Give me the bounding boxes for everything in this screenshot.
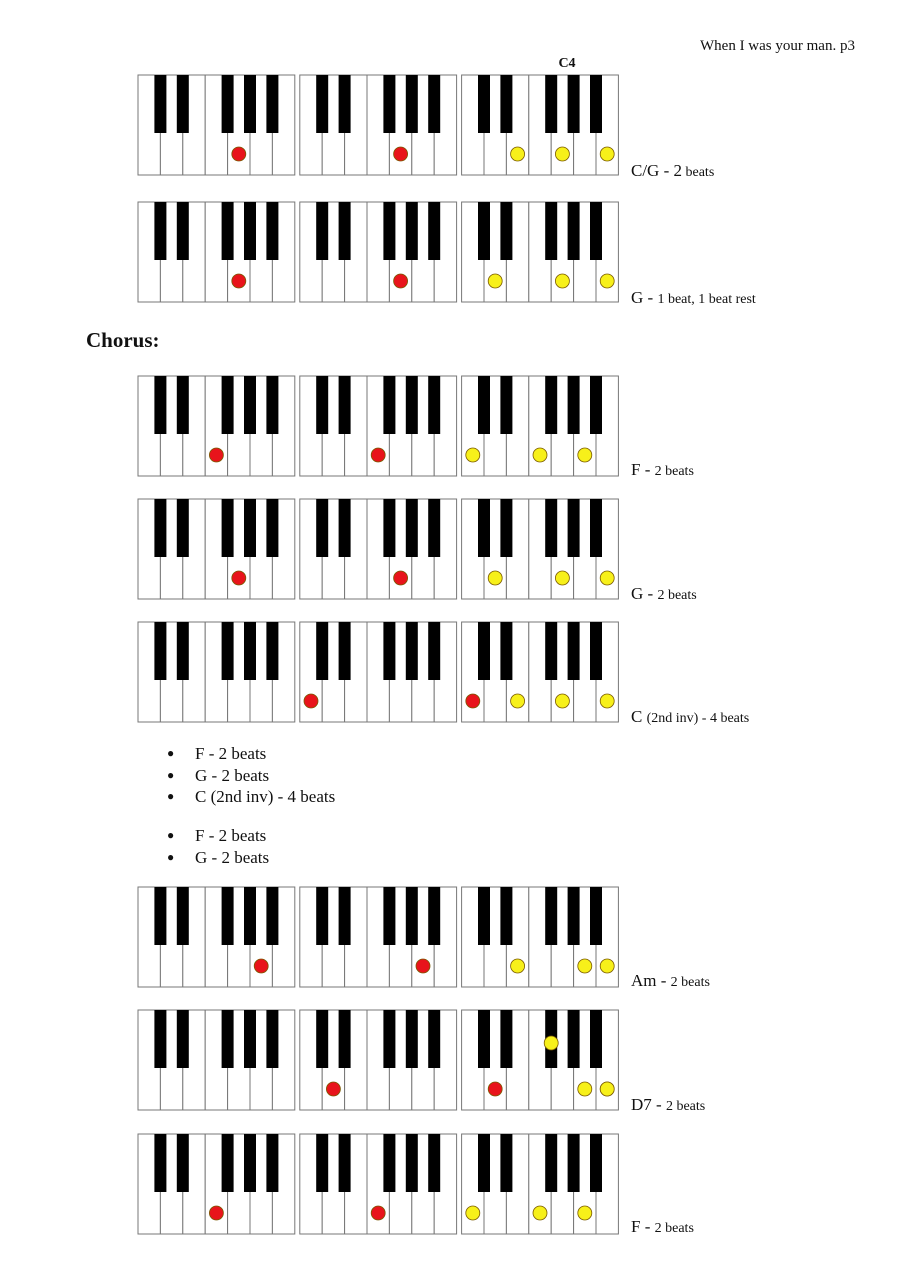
left-hand-note-F1 [209, 1206, 223, 1220]
black-key-A#1 [266, 75, 278, 133]
chord-name: Am - [631, 971, 671, 990]
chord-beats-number: 2 [673, 161, 682, 180]
black-key-F#3 [545, 887, 557, 945]
chord-list-1 [167, 743, 335, 808]
black-key-C#2 [316, 202, 328, 260]
right-hand-note-B3 [600, 274, 614, 288]
black-key-G#3 [568, 1010, 580, 1068]
black-key-C#3 [478, 202, 490, 260]
black-key-D#3 [500, 1010, 512, 1068]
chord-beats: 1 beat, 1 beat rest [657, 292, 756, 307]
black-key-F#2 [383, 202, 395, 260]
black-key-F#3 [545, 376, 557, 434]
black-key-F#2 [383, 75, 395, 133]
black-key-F#2 [383, 376, 395, 434]
black-key-F#2 [383, 622, 395, 680]
chord-label [631, 1217, 694, 1237]
right-hand-note-C3 [466, 1206, 480, 1220]
black-key-D#1 [177, 1134, 189, 1192]
right-hand-note-E3 [511, 959, 525, 973]
black-key-C#1 [154, 202, 166, 260]
chord-label [631, 288, 756, 308]
bullet-icon: ● [167, 746, 175, 760]
black-key-D#2 [339, 1010, 351, 1068]
black-key-F#1 [222, 622, 234, 680]
piano-keyboard [137, 1133, 621, 1235]
black-key-C#3 [478, 887, 490, 945]
chord-beats: 2 beats [654, 1221, 694, 1236]
chord-name: F - [631, 1217, 655, 1236]
piano-keyboard [137, 1009, 621, 1111]
black-key-G#3 [568, 622, 580, 680]
black-key-G#2 [406, 1134, 418, 1192]
black-key-D#1 [177, 376, 189, 434]
black-key-D#3 [500, 202, 512, 260]
black-key-C#2 [316, 376, 328, 434]
black-key-A#1 [266, 887, 278, 945]
black-key-D#2 [339, 202, 351, 260]
right-hand-note-F3 [533, 448, 547, 462]
keyboard-diagram-1 [137, 74, 715, 180]
list-item-text: F - 2 beats [195, 826, 267, 845]
black-key-D#3 [500, 75, 512, 133]
right-hand-note-A3 [578, 448, 592, 462]
black-key-A#3 [590, 622, 602, 680]
black-key-G#2 [406, 622, 418, 680]
black-key-C#1 [154, 887, 166, 945]
black-key-F#1 [222, 887, 234, 945]
left-hand-note-G1 [232, 147, 246, 161]
bullet-icon: ● [167, 789, 175, 803]
chord-label [631, 161, 714, 181]
chord-name: G - [631, 584, 658, 603]
black-key-D#2 [339, 376, 351, 434]
black-key-F#3 [545, 202, 557, 260]
keyboard-diagram-3 [137, 375, 694, 479]
black-key-G#1 [244, 1134, 256, 1192]
black-key-D#2 [339, 622, 351, 680]
black-key-G#3 [568, 376, 580, 434]
black-key-A#2 [428, 75, 440, 133]
black-key-C#2 [316, 499, 328, 557]
black-key-F#2 [383, 1010, 395, 1068]
black-key-F#1 [222, 376, 234, 434]
black-key-A#2 [428, 376, 440, 434]
right-hand-note-A3 [578, 1206, 592, 1220]
chord-beats: 2 beats [665, 1099, 706, 1114]
black-key-C#1 [154, 499, 166, 557]
black-key-G#2 [406, 376, 418, 434]
black-key-D#1 [177, 202, 189, 260]
black-key-C#3 [478, 1010, 490, 1068]
keyboard-diagram-2 [137, 201, 756, 307]
left-hand-note-D3 [488, 1082, 502, 1096]
black-key-C#3 [478, 622, 490, 680]
right-hand-note-A3 [578, 1082, 592, 1096]
bullet-icon: ● [167, 828, 175, 842]
black-key-D#3 [500, 887, 512, 945]
right-hand-note-G3 [555, 274, 569, 288]
black-key-D#3 [500, 376, 512, 434]
c4-marker-label: C4 [558, 56, 576, 71]
black-key-F#3 [545, 75, 557, 133]
chord-beats: (2nd inv) - 4 beats [646, 711, 750, 726]
left-hand-note-G2 [394, 571, 408, 585]
right-hand-note-C4 [600, 959, 614, 973]
black-key-C#2 [316, 1134, 328, 1192]
list-item [167, 786, 335, 808]
black-key-A#2 [428, 499, 440, 557]
keyboard-diagram-7 [137, 1009, 706, 1114]
black-key-F#3 [545, 1134, 557, 1192]
black-key-D#3 [500, 499, 512, 557]
piano-keyboard [137, 886, 621, 988]
black-key-A#3 [590, 376, 602, 434]
black-key-G#2 [406, 887, 418, 945]
keyboard-diagram-5 [137, 621, 750, 726]
right-hand-note-C3 [466, 448, 480, 462]
black-key-D#1 [177, 499, 189, 557]
black-key-A#2 [428, 202, 440, 260]
chord-label [631, 1095, 705, 1115]
black-key-C#3 [478, 75, 490, 133]
keyboard-diagram-8 [137, 1133, 694, 1236]
black-key-F#1 [222, 1134, 234, 1192]
left-hand-note-D2 [326, 1082, 340, 1096]
black-key-A#3 [590, 1134, 602, 1192]
black-key-G#1 [244, 499, 256, 557]
black-key-F#2 [383, 887, 395, 945]
chord-label [631, 971, 710, 991]
black-key-C#2 [316, 75, 328, 133]
black-key-D#2 [339, 887, 351, 945]
chord-beats: 2 beats [657, 588, 697, 603]
black-key-A#3 [590, 202, 602, 260]
chord-label [631, 460, 694, 480]
black-key-G#2 [406, 75, 418, 133]
black-key-G#1 [244, 202, 256, 260]
black-key-F#1 [222, 75, 234, 133]
chord-label [631, 707, 749, 727]
black-key-G#1 [244, 622, 256, 680]
black-key-D#1 [177, 1010, 189, 1068]
right-hand-note-D3 [488, 274, 502, 288]
right-hand-note-D4 [600, 1082, 614, 1096]
black-key-C#1 [154, 622, 166, 680]
black-key-G#1 [244, 376, 256, 434]
chord-label [631, 584, 697, 604]
black-key-D#1 [177, 75, 189, 133]
black-key-A#3 [590, 1010, 602, 1068]
left-hand-note-G2 [394, 147, 408, 161]
section-heading: Chorus: [86, 328, 160, 352]
chord-name: F - [631, 460, 655, 479]
black-key-G#1 [244, 1010, 256, 1068]
chord-name: G - [631, 288, 658, 307]
left-hand-note-G1 [232, 274, 246, 288]
black-key-D#2 [339, 1134, 351, 1192]
black-key-G#2 [406, 202, 418, 260]
black-key-A#1 [266, 499, 278, 557]
keyboard-diagram-6 [137, 886, 710, 990]
right-hand-note-E3 [511, 147, 525, 161]
page-header: When I was your man. p3 [700, 38, 855, 54]
black-key-A#1 [266, 1010, 278, 1068]
black-key-C#2 [316, 1010, 328, 1068]
black-key-C#2 [316, 622, 328, 680]
list-item-text: C (2nd inv) - 4 beats [195, 787, 336, 806]
black-key-G#3 [568, 202, 580, 260]
black-key-F#1 [222, 202, 234, 260]
list-item-text: G - 2 beats [195, 847, 270, 867]
piano-keyboard [137, 621, 621, 723]
black-key-G#1 [244, 75, 256, 133]
left-hand-note-F2 [371, 1206, 385, 1220]
black-key-A#1 [266, 622, 278, 680]
list-item [167, 825, 269, 847]
black-key-G#3 [568, 1134, 580, 1192]
black-key-C#1 [154, 376, 166, 434]
black-key-A#2 [428, 1010, 440, 1068]
right-hand-note-C4 [600, 694, 614, 708]
left-hand-note-A2 [416, 959, 430, 973]
black-key-D#1 [177, 887, 189, 945]
black-key-A#3 [590, 887, 602, 945]
black-key-G#2 [406, 499, 418, 557]
piano-keyboard [137, 498, 621, 600]
piano-keyboard [137, 201, 621, 303]
black-key-G#1 [244, 887, 256, 945]
black-key-A#2 [428, 622, 440, 680]
black-key-G#3 [568, 499, 580, 557]
black-key-F#3 [545, 499, 557, 557]
black-key-F#1 [222, 1010, 234, 1068]
piano-keyboard [137, 74, 621, 176]
black-key-G#2 [406, 1010, 418, 1068]
left-hand-note-G2 [394, 274, 408, 288]
right-hand-note-F#3 [544, 1036, 558, 1050]
right-hand-note-G3 [555, 694, 569, 708]
chord-name: C [631, 707, 647, 726]
left-hand-note-C3 [466, 694, 480, 708]
black-key-A#2 [428, 1134, 440, 1192]
black-key-D#2 [339, 75, 351, 133]
list-item [167, 743, 335, 765]
chord-name: D7 - [631, 1095, 666, 1114]
right-hand-note-G3 [555, 147, 569, 161]
list-item-text: G - 2 beats [195, 765, 270, 785]
left-hand-note-F1 [209, 448, 223, 462]
chord-list-2 [167, 825, 269, 868]
black-key-A#1 [266, 376, 278, 434]
black-key-G#3 [568, 887, 580, 945]
chord-beats-unit: beats [682, 165, 715, 180]
black-key-D#1 [177, 622, 189, 680]
right-hand-note-G3 [555, 571, 569, 585]
black-key-A#1 [266, 1134, 278, 1192]
black-key-G#3 [568, 75, 580, 133]
right-hand-note-A3 [578, 959, 592, 973]
black-key-F#2 [383, 1134, 395, 1192]
bullet-icon: ● [167, 767, 175, 782]
black-key-C#3 [478, 376, 490, 434]
right-hand-note-F3 [533, 1206, 547, 1220]
left-hand-note-A1 [254, 959, 268, 973]
left-hand-note-G1 [232, 571, 246, 585]
black-key-A#3 [590, 75, 602, 133]
black-key-D#3 [500, 1134, 512, 1192]
black-key-F#3 [545, 622, 557, 680]
right-hand-note-B3 [600, 571, 614, 585]
black-key-C#3 [478, 499, 490, 557]
right-hand-note-D3 [488, 571, 502, 585]
chord-beats: 2 beats [654, 464, 694, 479]
black-key-D#2 [339, 499, 351, 557]
black-key-C#2 [316, 887, 328, 945]
black-key-C#1 [154, 1134, 166, 1192]
right-hand-note-C4 [600, 147, 614, 161]
black-key-F#1 [222, 499, 234, 557]
chord-beats: 2 beats [670, 975, 710, 990]
list-item-text: F - 2 beats [195, 744, 267, 763]
left-hand-note-C2 [304, 694, 318, 708]
black-key-A#2 [428, 887, 440, 945]
list-item [167, 765, 335, 787]
bullet-icon: ● [167, 849, 175, 864]
chord-name: C/G - [631, 161, 674, 180]
black-key-C#3 [478, 1134, 490, 1192]
black-key-A#3 [590, 499, 602, 557]
black-key-D#3 [500, 622, 512, 680]
right-hand-note-E3 [511, 694, 525, 708]
black-key-A#1 [266, 202, 278, 260]
black-key-F#2 [383, 499, 395, 557]
piano-keyboard [137, 375, 621, 477]
left-hand-note-F2 [371, 448, 385, 462]
black-key-C#1 [154, 75, 166, 133]
black-key-C#1 [154, 1010, 166, 1068]
list-item [167, 847, 269, 869]
keyboard-diagram-4 [137, 498, 697, 603]
